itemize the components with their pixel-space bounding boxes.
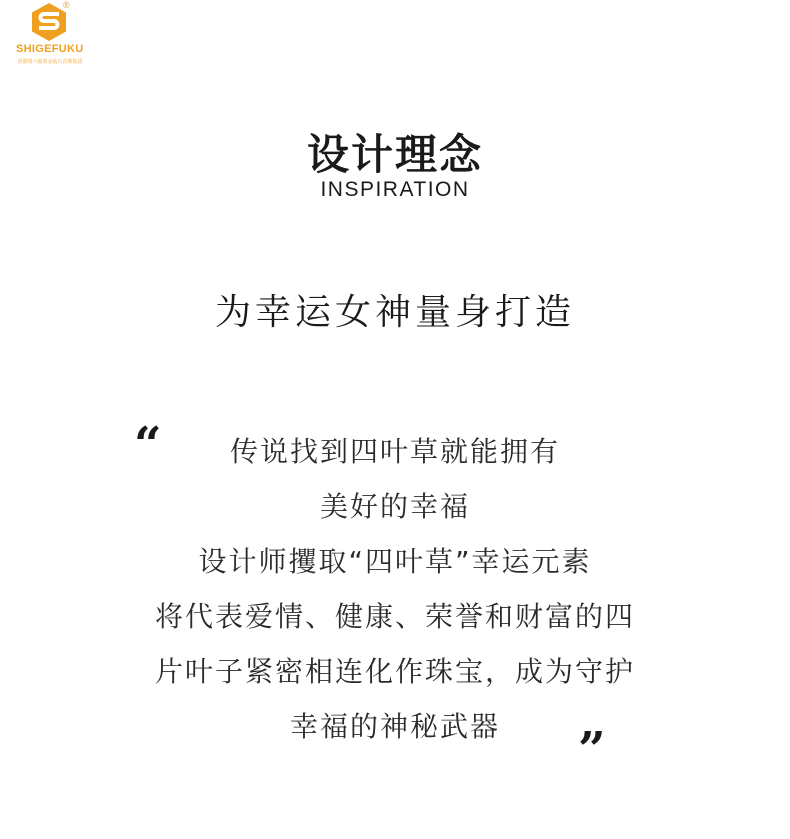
brand-name: SHIGEFUKU	[16, 43, 84, 55]
quote-line: 将代表爱情、健康、荣誉和财富的四	[154, 600, 635, 633]
section-subtitle: INSPIRATION	[320, 178, 470, 201]
quote-line: 设计师攫取“四叶草”幸运元素	[198, 545, 592, 578]
tagline: 为幸运女神量身打造	[214, 292, 575, 333]
quote-body	[120, 424, 670, 754]
quote-line: 片叶子紧密相连化作珠宝，成为守护	[154, 655, 635, 688]
registered-mark: ®	[63, 0, 70, 10]
close-quote-mark: ”	[578, 722, 606, 778]
brand-logo	[0, 0, 100, 72]
quote-line: 美好的幸福	[319, 490, 470, 523]
quote-line: 传说找到四叶草就能拥有	[229, 435, 560, 468]
open-quote-mark: “	[134, 417, 162, 473]
quote-line: 幸福的神秘武器	[289, 710, 500, 743]
brand-subtitle: 香港周六福黄金钻石首饰集团	[17, 59, 83, 65]
section-title: 设计理念	[306, 130, 483, 179]
